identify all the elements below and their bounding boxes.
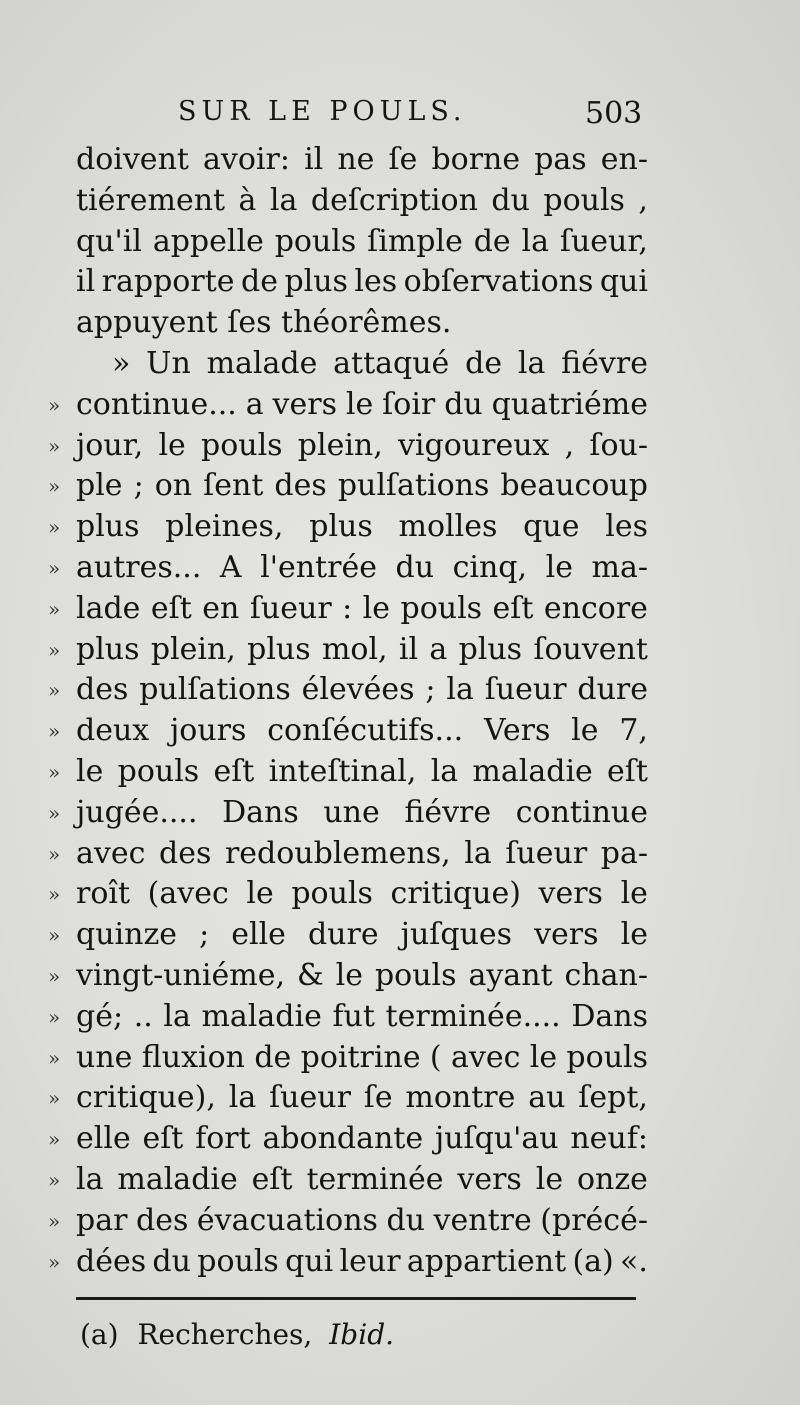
word: (a) <box>572 1243 614 1279</box>
word: ſueur <box>249 590 332 626</box>
word: Dans <box>222 794 299 830</box>
text-line <box>48 140 648 181</box>
word: vers <box>538 876 603 912</box>
line-text <box>76 1119 648 1160</box>
word: & <box>296 957 324 993</box>
word: eſt <box>142 1121 184 1157</box>
word: jours <box>170 713 247 749</box>
word: que <box>523 509 580 545</box>
quote-mark: » <box>48 1004 61 1029</box>
line-text <box>76 1078 648 1119</box>
word: vingt-uniéme, <box>76 957 285 993</box>
line-text <box>76 834 648 875</box>
word: ſe <box>363 1080 393 1116</box>
quote-mark: » <box>48 433 61 458</box>
text-line <box>48 956 648 997</box>
word: ; <box>199 917 210 953</box>
word: ſent <box>203 468 264 504</box>
word: conſécutifs... <box>267 713 464 749</box>
word: dure <box>307 917 379 953</box>
word: ma- <box>591 549 648 585</box>
word: juſqu'au <box>434 1121 559 1157</box>
quote-mark: » <box>48 1167 61 1192</box>
word: deſcription <box>310 182 478 218</box>
word: le <box>362 590 391 626</box>
word: redoublemens, <box>224 835 451 871</box>
word: vers <box>534 917 599 953</box>
line-text <box>76 874 648 915</box>
word: elle <box>231 917 286 953</box>
word: ple <box>76 468 123 504</box>
word: pouls <box>543 182 625 218</box>
word: élevées <box>301 672 415 708</box>
word: du <box>444 386 483 422</box>
quote-mark: » <box>48 596 61 621</box>
word: le <box>345 386 374 422</box>
word: deux <box>76 713 150 749</box>
text-line <box>48 1038 648 1079</box>
line-text <box>76 630 648 671</box>
footnote-ref: (a) <box>80 1318 119 1351</box>
line-text <box>76 1201 648 1242</box>
word: de <box>465 345 503 381</box>
text-line <box>48 1078 648 1119</box>
quote-mark: » <box>48 882 61 907</box>
word: Vers <box>483 713 551 749</box>
word: ; <box>133 468 144 504</box>
word: poitrine <box>300 1039 421 1075</box>
quote-mark: » <box>48 963 61 988</box>
word: maladie <box>201 998 322 1034</box>
word: du <box>491 182 530 218</box>
word: vers <box>272 386 337 422</box>
text-line <box>48 426 648 467</box>
word: lade <box>76 590 141 626</box>
word: pa- <box>600 835 648 871</box>
word: des <box>76 672 129 708</box>
word: pouls <box>201 427 283 463</box>
text-line <box>48 507 648 548</box>
word: juſques <box>400 917 513 953</box>
quote-mark: » <box>48 923 61 948</box>
quote-mark <box>48 262 76 303</box>
word: la <box>228 1080 257 1116</box>
quote-mark: » <box>48 515 61 540</box>
running-title: SUR LE POULS. <box>178 96 467 127</box>
word: maladie <box>117 1161 238 1197</box>
word: 7, <box>619 713 648 749</box>
quote-mark: » <box>48 474 61 499</box>
word: .. <box>133 998 153 1034</box>
word: du <box>386 1202 425 1238</box>
word: par <box>76 1202 128 1238</box>
word: avoir: <box>203 142 290 177</box>
word: vigoureux <box>397 427 550 463</box>
text-line <box>48 548 648 589</box>
text-line <box>48 466 648 507</box>
line-text <box>76 956 648 997</box>
word: roît <box>76 876 131 912</box>
quote-mark: » <box>48 1208 61 1233</box>
line-text <box>76 426 648 467</box>
quote-mark: » <box>48 1127 61 1152</box>
line-text <box>112 344 648 385</box>
word: plus <box>284 264 348 300</box>
quote-mark <box>48 303 76 344</box>
line-text <box>76 1160 648 1201</box>
word: pouls <box>291 876 373 912</box>
word: ſe <box>388 142 418 177</box>
word: obſervations <box>403 264 594 300</box>
line-text <box>76 997 648 1038</box>
line-text <box>76 507 648 548</box>
text-line <box>48 262 648 303</box>
word: plus <box>76 509 140 545</box>
word: le <box>529 1039 558 1075</box>
footnote-rule <box>76 1297 636 1300</box>
word: ſueur <box>269 1080 351 1116</box>
word: Un <box>146 345 191 381</box>
text-line <box>48 793 648 834</box>
word: eſt <box>150 590 192 626</box>
running-head <box>0 96 800 140</box>
word: appartient <box>406 1243 567 1279</box>
quote-mark: » <box>48 555 61 580</box>
word: critique) <box>390 876 521 912</box>
word: avec <box>76 835 146 871</box>
word: continue <box>515 794 648 830</box>
word: ; <box>425 672 436 708</box>
word: ventre <box>433 1202 532 1238</box>
quote-mark: » <box>48 1045 61 1070</box>
word: A <box>219 549 242 585</box>
word: ſueur <box>505 835 588 871</box>
word: elle <box>76 1121 131 1157</box>
word: attaqué <box>333 345 450 381</box>
word: l'entrée <box>260 549 377 585</box>
word: beaucoup <box>500 468 648 504</box>
word: fluxion <box>141 1039 245 1075</box>
word: ſept, <box>578 1080 648 1116</box>
word: pouls <box>197 1243 279 1279</box>
word: chan- <box>564 957 648 993</box>
word: ſimple <box>367 223 463 259</box>
word: fort <box>195 1121 251 1157</box>
word: des <box>135 1202 189 1238</box>
word: les <box>354 264 398 300</box>
line-text <box>76 181 648 222</box>
line-text <box>76 222 648 263</box>
word: fut <box>332 998 375 1034</box>
line-text: appuyent ſes théorêmes. <box>76 305 452 341</box>
text-line <box>48 589 648 630</box>
word: abondante <box>262 1121 424 1157</box>
word: en- <box>600 142 648 177</box>
word: la <box>430 753 459 789</box>
word: pouls <box>566 1039 648 1075</box>
paragraph-indent <box>76 344 112 385</box>
word: : <box>342 590 353 626</box>
line-text <box>76 385 648 426</box>
word: pouls <box>374 957 457 993</box>
word: le <box>620 876 648 912</box>
line-text <box>76 548 648 589</box>
word: on <box>154 468 193 504</box>
word: plus <box>458 631 523 667</box>
word: qu'il <box>76 223 142 259</box>
word: de <box>241 264 278 300</box>
word: terminée <box>306 1161 444 1197</box>
word: appelle <box>152 223 264 259</box>
word: terminée.... <box>385 998 561 1034</box>
line-text <box>76 1038 648 1079</box>
word: maladie <box>472 753 593 789</box>
text-line <box>48 385 648 426</box>
word: la <box>464 835 492 871</box>
line-text <box>76 589 648 630</box>
word: ſoir <box>382 386 436 422</box>
word: plein, <box>297 427 383 463</box>
body-text <box>48 140 648 1282</box>
word: des <box>274 468 327 504</box>
word: tiérement <box>76 182 226 218</box>
word: eſt <box>251 1161 293 1197</box>
word: plus <box>309 509 373 545</box>
text-line <box>48 303 648 344</box>
word: doivent <box>76 142 189 177</box>
word: plus <box>247 631 311 667</box>
word: pulſations <box>337 468 490 504</box>
word: le <box>335 957 363 993</box>
word: (avec <box>147 876 229 912</box>
word: pas <box>534 142 587 177</box>
word: (précé- <box>540 1202 648 1238</box>
quote-mark: » <box>48 637 61 662</box>
word: Dans <box>571 998 648 1034</box>
word: a <box>429 631 448 667</box>
line-text <box>76 466 648 507</box>
word: onze <box>576 1161 648 1197</box>
word: jugée.... <box>76 794 198 830</box>
text-line <box>48 752 648 793</box>
word: inteſtinal, <box>268 753 417 789</box>
word: une <box>323 794 380 830</box>
quote-mark: » <box>48 719 61 744</box>
word: le <box>545 549 573 585</box>
word: fiévre <box>404 794 492 830</box>
word: , <box>564 427 575 463</box>
word: ſou- <box>589 427 648 463</box>
word: la <box>517 345 546 381</box>
word: molles <box>398 509 498 545</box>
word: le <box>246 876 274 912</box>
word: le <box>571 713 599 749</box>
text-line <box>48 1160 648 1201</box>
quote-mark <box>48 222 76 263</box>
footnote-italic: Ibid. <box>329 1318 395 1351</box>
word: rapporte <box>101 264 235 300</box>
word: qui <box>599 264 648 300</box>
text-line <box>48 874 648 915</box>
word: eſt <box>213 753 255 789</box>
word: ne <box>337 142 375 177</box>
quote-mark <box>48 140 76 181</box>
word: malade <box>206 345 318 381</box>
word: de <box>254 1039 292 1075</box>
word: leur <box>339 1243 401 1279</box>
text-line <box>48 834 648 875</box>
word: gé; <box>76 998 124 1034</box>
page-number: 503 <box>585 96 643 131</box>
word: plein, <box>150 631 236 667</box>
word: pouls <box>400 590 483 626</box>
line-text <box>76 262 648 303</box>
word: du <box>152 1243 191 1279</box>
text-line <box>48 630 648 671</box>
quote-mark: » <box>48 1249 61 1274</box>
word: ſouvent <box>533 631 648 667</box>
word: dées <box>76 1243 147 1279</box>
word: le <box>76 753 104 789</box>
word: quatriéme <box>491 386 648 422</box>
word: il <box>76 264 96 300</box>
word: évacuations <box>196 1202 378 1238</box>
word: autres... <box>76 549 202 585</box>
word: la <box>446 672 474 708</box>
word: continue... <box>76 386 237 422</box>
word: encore <box>543 590 648 626</box>
line-text <box>76 1242 648 1283</box>
line-text <box>76 711 648 752</box>
text-line <box>48 222 648 263</box>
quote-mark: » <box>48 678 61 703</box>
text-line <box>48 670 648 711</box>
quote-mark: » <box>48 392 61 417</box>
text-line <box>48 1201 648 1242</box>
word: la <box>521 223 549 259</box>
word: des <box>158 835 212 871</box>
word: du <box>395 549 435 585</box>
word: la <box>163 998 191 1034</box>
word: cinq, <box>452 549 528 585</box>
word: pulſations <box>139 672 291 708</box>
word: une <box>76 1039 133 1075</box>
quote-mark: » <box>48 800 61 825</box>
text-line <box>48 1242 648 1283</box>
text-line <box>48 997 648 1038</box>
word: quinze <box>76 917 178 953</box>
word: le <box>620 917 648 953</box>
word: qui <box>285 1243 334 1279</box>
word: vers <box>457 1161 522 1197</box>
word: ayant <box>468 957 553 993</box>
quote-mark <box>48 344 76 385</box>
line-text <box>76 140 648 181</box>
word: le <box>535 1161 564 1197</box>
word: , <box>638 182 648 218</box>
text-line <box>48 711 648 752</box>
word: la <box>76 1161 104 1197</box>
word: la <box>269 182 298 218</box>
word: avec <box>450 1039 521 1075</box>
word: ſueur <box>484 672 567 708</box>
word: dure <box>577 672 648 708</box>
line-text <box>76 793 648 834</box>
text-line <box>48 181 648 222</box>
text-line <box>48 1119 648 1160</box>
word: plus <box>76 631 140 667</box>
word: les <box>605 509 648 545</box>
word: au <box>528 1080 566 1116</box>
word: a <box>245 386 264 422</box>
word: de <box>473 223 511 259</box>
word: critique), <box>76 1080 216 1116</box>
text-line <box>48 915 648 956</box>
word: jour, <box>76 427 144 463</box>
line-text <box>76 670 648 711</box>
word: fiévre <box>561 345 648 381</box>
word: montre <box>405 1080 516 1116</box>
word: il <box>398 631 419 667</box>
word: » <box>112 345 131 381</box>
footnote <box>80 1318 394 1351</box>
footnote-text: Recherches, <box>137 1318 313 1351</box>
word: borne <box>431 142 521 177</box>
word: ſueur, <box>559 223 648 259</box>
word: à <box>238 182 257 218</box>
word: mol, <box>321 631 388 667</box>
word: en <box>202 590 240 626</box>
word: eſt <box>607 753 648 789</box>
word: pouls <box>117 753 200 789</box>
quote-mark: » <box>48 841 61 866</box>
word: le <box>158 427 186 463</box>
line-text <box>76 915 648 956</box>
line-text <box>76 752 648 793</box>
word: «. <box>620 1243 648 1279</box>
quote-mark <box>48 181 76 222</box>
quote-mark: » <box>48 1086 61 1111</box>
word: neuf: <box>570 1121 648 1157</box>
word: pleines, <box>165 509 284 545</box>
text-line <box>48 344 648 385</box>
word: pouls <box>274 223 357 259</box>
word: ( <box>429 1039 442 1075</box>
word: il <box>304 142 324 177</box>
quote-mark: » <box>48 759 61 784</box>
word: eſt <box>492 590 534 626</box>
